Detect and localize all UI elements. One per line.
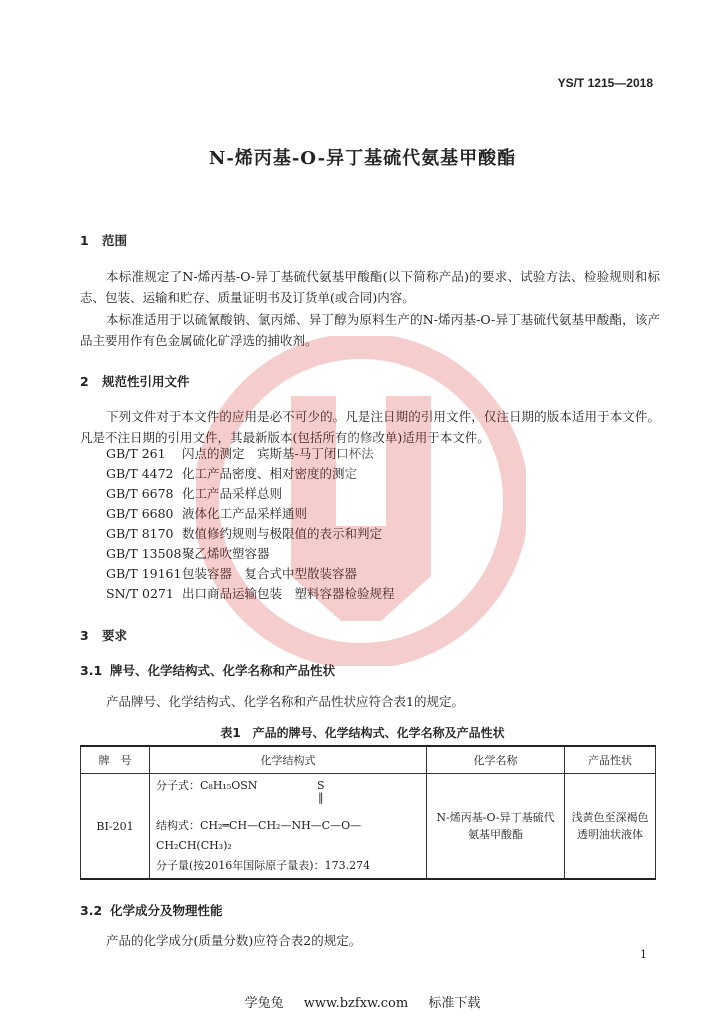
standard-code: YS/T 1215—2018 — [557, 76, 653, 90]
subsection-3-2-text: 产品的化学成分(质量分数)应符合表2的规定。 — [106, 933, 362, 948]
subsection-title: 化学成分及物理性能 — [110, 903, 223, 918]
header-structure: 化学结构式 — [150, 746, 427, 774]
reference-title: 闪点的测定 宾斯基-马丁闭口杯法 — [182, 446, 374, 461]
molecular-formula: 分子式：C₈H₁₅OSN — [156, 779, 258, 792]
reference-title: 化工产品密度、相对密度的测定 — [182, 466, 358, 481]
reference-title: 包装容器 复合式中型散装容器 — [182, 566, 358, 581]
header-chemical-name: 化学名称 — [427, 746, 565, 774]
section-number: 1 — [80, 233, 89, 248]
table-row — [81, 774, 656, 880]
section-title: 范围 — [102, 233, 128, 248]
reference-code: GB/T 6680 — [106, 506, 174, 521]
appearance-cell: 浅黄色至深褐色透明油状液体 — [565, 774, 656, 880]
reference-code: GB/T 19161 — [106, 566, 182, 581]
section-2-heading — [80, 372, 190, 390]
subsection-3-2-heading — [80, 901, 223, 919]
subsection-number: 3.2 — [80, 903, 103, 918]
chemical-name-cell: N-烯丙基-O-异丁基硫代氨基甲酸酯 — [427, 774, 565, 880]
table-1-caption: 表1 产品的牌号、化学结构式、化学名称及产品性状 — [220, 726, 505, 740]
section-number: 2 — [80, 374, 89, 389]
subsection-number: 3.1 — [80, 663, 103, 678]
footer-url[interactable]: www.bzfxw.com — [303, 996, 409, 1011]
footer-site-name: 学兔兔 — [244, 996, 284, 1011]
reference-code: SN/T 0271 — [106, 586, 174, 601]
watermark-logo-icon — [196, 336, 526, 666]
reference-code: GB/T 4472 — [106, 466, 174, 481]
section-3-heading — [80, 626, 127, 644]
reference-title: 聚乙烯吹塑容器 — [182, 546, 270, 561]
references-intro: 下列文件对于本文件的应用是必不可少的。凡是注日期的引用文件，仅注日期的版本适用于本文件。凡是不注日期的引用文件，其最新版本(包括所有的修改单)适用于本文件。 — [80, 409, 660, 445]
footer-tagline: 标准下载 — [428, 996, 481, 1011]
section-title: 要求 — [102, 628, 128, 643]
reference-code: GB/T 261 — [106, 446, 166, 461]
molecular-weight: 分子量(按2016年国际原子量表)：173.274 — [156, 859, 371, 872]
subsection-title: 牌号、化学结构式、化学名称和产品性状 — [110, 663, 336, 678]
double-bond-mark: ‖ — [318, 791, 324, 804]
page-number: 1 — [640, 948, 647, 961]
reference-code: GB/T 13508 — [106, 546, 182, 561]
structure-text: 结构式：CH₂═CH—CH₂—NH—C—O—CH₂CH(CH₃)₂ — [156, 819, 362, 852]
reference-code: GB/T 6678 — [106, 486, 174, 501]
sulfur-atom: S — [317, 779, 325, 792]
section-1-heading — [80, 231, 127, 249]
document-title: N-烯丙基-O-异丁基硫代氨基甲酸酯 — [208, 148, 517, 169]
reference-title: 化工产品采样总则 — [182, 486, 283, 501]
table-header-row — [81, 746, 656, 774]
scope-paragraph-1: 本标准规定了N-烯丙基-O-异丁基硫代氨基甲酸酯(以下简称产品)的要求、试验方法、检验规则和标志、包装、运输和贮存、质量证明书及订货单(或合同)内容。 — [80, 269, 660, 305]
section-title: 规范性引用文件 — [102, 374, 190, 389]
header-appearance: 产品性状 — [565, 746, 656, 774]
header-brand: 牌 号 — [81, 746, 150, 774]
brand-cell: BI-201 — [81, 774, 150, 880]
table-1 — [80, 745, 656, 880]
structure-cell — [150, 774, 427, 880]
subsection-3-1-text: 产品牌号、化学结构式、化学名称和产品性状应符合表1的规定。 — [106, 694, 464, 709]
reference-title: 数值修约规则与极限值的表示和判定 — [182, 526, 383, 541]
reference-code: GB/T 8170 — [106, 526, 174, 541]
footer — [0, 992, 725, 1011]
reference-title: 液体化工产品采样通则 — [182, 506, 308, 521]
thiocarbonyl-group — [317, 780, 325, 804]
scope-paragraph-2: 本标准适用于以硫氰酸钠、氯丙烯、异丁醇为原料生产的N-烯丙基-O-异丁基硫代氨基甲酸酯，该产品主要用作有色金属硫化矿浮选的捕收剂。 — [80, 312, 660, 348]
reference-title: 出口商品运输包装 塑料容器检验规程 — [182, 586, 395, 601]
section-number: 3 — [80, 628, 89, 643]
